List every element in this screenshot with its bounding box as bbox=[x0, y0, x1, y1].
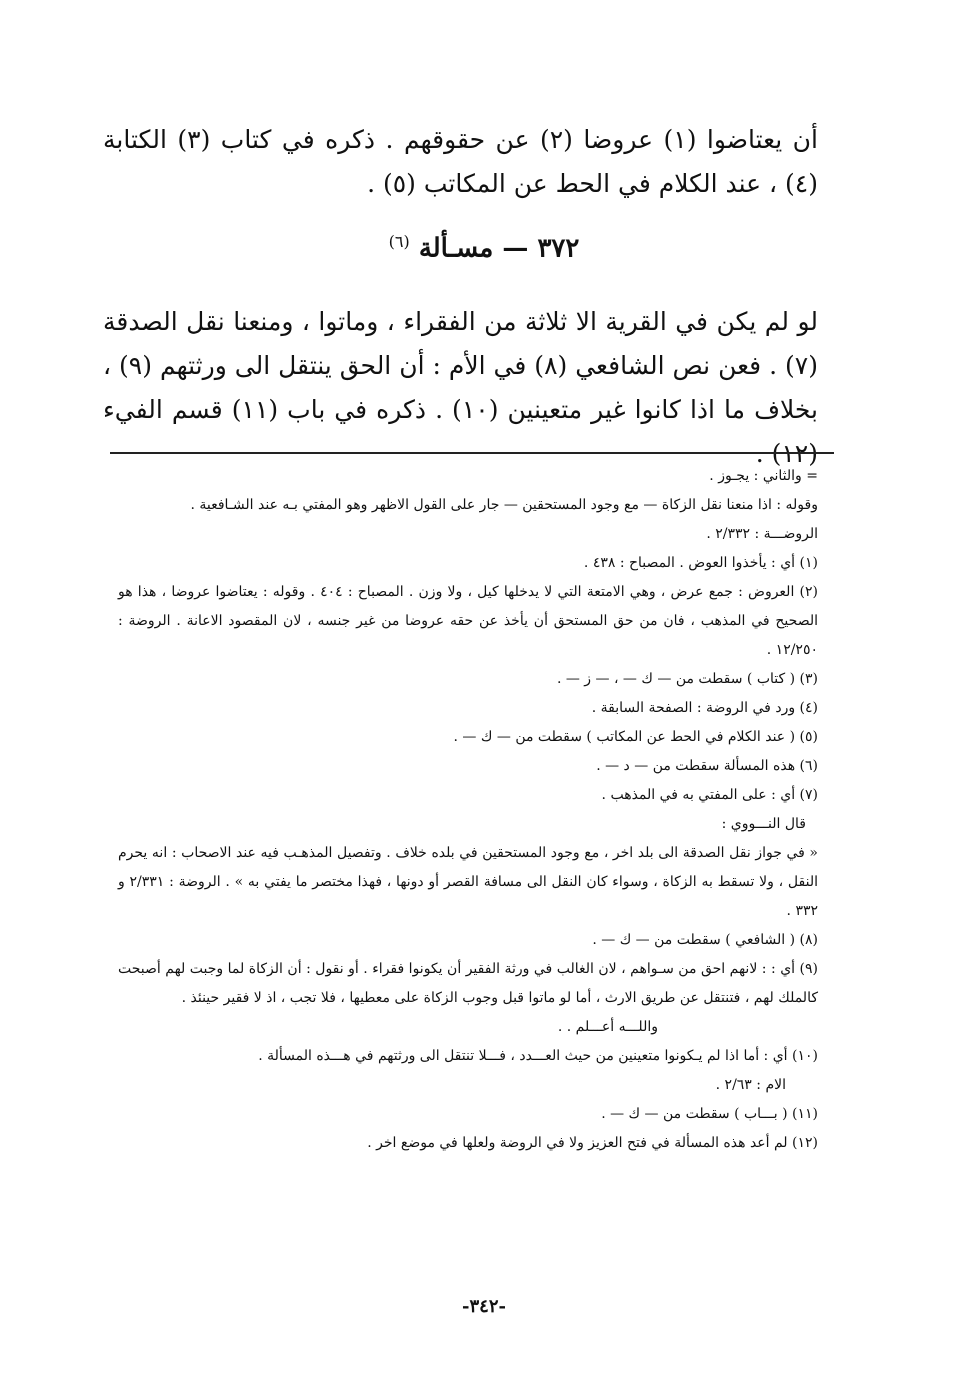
footnote-line: (٣) ( كتاب ) سقطت من — ك — ، — ز — . bbox=[556, 671, 818, 687]
footnote-line: = والثاني : يجـوز . bbox=[709, 468, 818, 484]
footnote-line: (٢) العروض : جمع عرض ، وهي الامتعة التي لا يدخلها كيل ، ولا وزن . المصباح : ٤٠٤ . وقوله : يعتاضوا عروضا ، هذا هو الصحيح في المذهب ، فان من حق المستحق أن يأخذ عن حقه عروضا من غير جنسه ، لان المقصود الاعانة . الروضة : ١٢/٢٥٠ . bbox=[118, 584, 818, 658]
footnote-quote: « في جواز نقل الصدقة الى بلد اخر ، مع وجود المستحقين في بلده خلاف . وتفصيل المذهـب فيه عند الاصحاب : انه يحرم النقل ، ولا تسقط به الزكاة ، وسواء كان النقل الى مسافة القصر أو دونها ، فهذا مختصر ما يفتي به » . الروضة : ٢/٣٣١ و ٣٣٢ . bbox=[118, 845, 818, 919]
footnote-line: (٧) أي : على المفتي به في المذهب . bbox=[601, 787, 818, 803]
footnote-line: الروضـــة : ٢/٣٣٢ . bbox=[706, 526, 818, 542]
footnote-line: (٥) ( عند الكلام في الحط عن المكاتب ) سقطت من — ك — . bbox=[453, 729, 818, 745]
footnote-line: (٤) ورد في الروضة : الصفحة السابقة . bbox=[591, 700, 818, 716]
footnote-closing: واللـــه أعـــلم . . bbox=[557, 1019, 658, 1035]
footnote-line: قال النـــووي : bbox=[721, 816, 806, 832]
footnote-line: (١٠) أي : أما اذا لم يـكونوا متعينين من حيث العـــدد ، فـــلا تنتقل الى ورثتهم في هـــذه المسألة . bbox=[258, 1048, 818, 1064]
footnote-line: وقوله : اذا منعنا نقل الزكاة — مع وجود المستحقين — جار على القول الاظهر وهو المفتي بـه عند الشـافعية . bbox=[190, 497, 818, 513]
heading-footnote-ref: (٦) bbox=[388, 232, 410, 251]
footnote-line: (١) أي : يأخذوا العوض . المصباح : ٤٣٨ . bbox=[583, 555, 818, 571]
footnote-line: (٦) هذه المسألة سقطت من — د — . bbox=[596, 758, 818, 774]
footnotes bbox=[118, 462, 818, 1158]
main-paragraph-1 bbox=[103, 118, 818, 206]
footnote-line: (٨) ( الشافعي ) سقطت من — ك — . bbox=[592, 932, 818, 948]
footnote-line: الام : ٢/٦٣ . bbox=[715, 1077, 786, 1093]
paragraph-text: لو لم يكن في القرية الا ثلاثة من الفقراء ، وماتوا ، ومنعنا نقل الصدقة (٧) . فعن نص الشافعي (٨) في الأم : أن الحق ينتقل الى ورثتهم (٩) ، بخلاف ما اذا كانوا غير متعينين (١٠) . ذكره في باب (١١) قسم الفيء (١٢) . bbox=[103, 307, 819, 468]
footnote-line: (١١) ( بـــاب ) سقطت من — ك — . bbox=[601, 1106, 818, 1122]
footnote-line: (٩) أي : : لانهم احق من سـواهم ، لان الغالب في ورثة الفقير أن يكونوا فقراء . أو نقول : أن الزكاة لما وجبت لهم أصبحت كالملك لهم ، فتنتقل عن طريق الارث ، أما لو ماتوا قبل وجوب الزكاة على معطيها ، فلا تجب ، اذ لا فقير حينئذ . bbox=[118, 961, 818, 1006]
heading-title: ٣٧٢ — مسـألة bbox=[418, 233, 580, 264]
footnote-line: (١٢) لم أعد هذه المسألة في فتح العزيز ولا في الروضة ولعلها في موضع اخر . bbox=[367, 1135, 818, 1151]
paragraph-text: أن يعتاضوا (١) عروضا (٢) عن حقوقهم . ذكره في كتاب (٣) الكتابة (٤) ، عند الكلام في الحط عن المكاتب (٥) . bbox=[103, 125, 818, 198]
page-number: -٣٤٢- bbox=[462, 1296, 506, 1317]
main-paragraph-2 bbox=[103, 300, 818, 476]
section-heading bbox=[0, 232, 968, 264]
footnote-divider bbox=[110, 452, 834, 454]
